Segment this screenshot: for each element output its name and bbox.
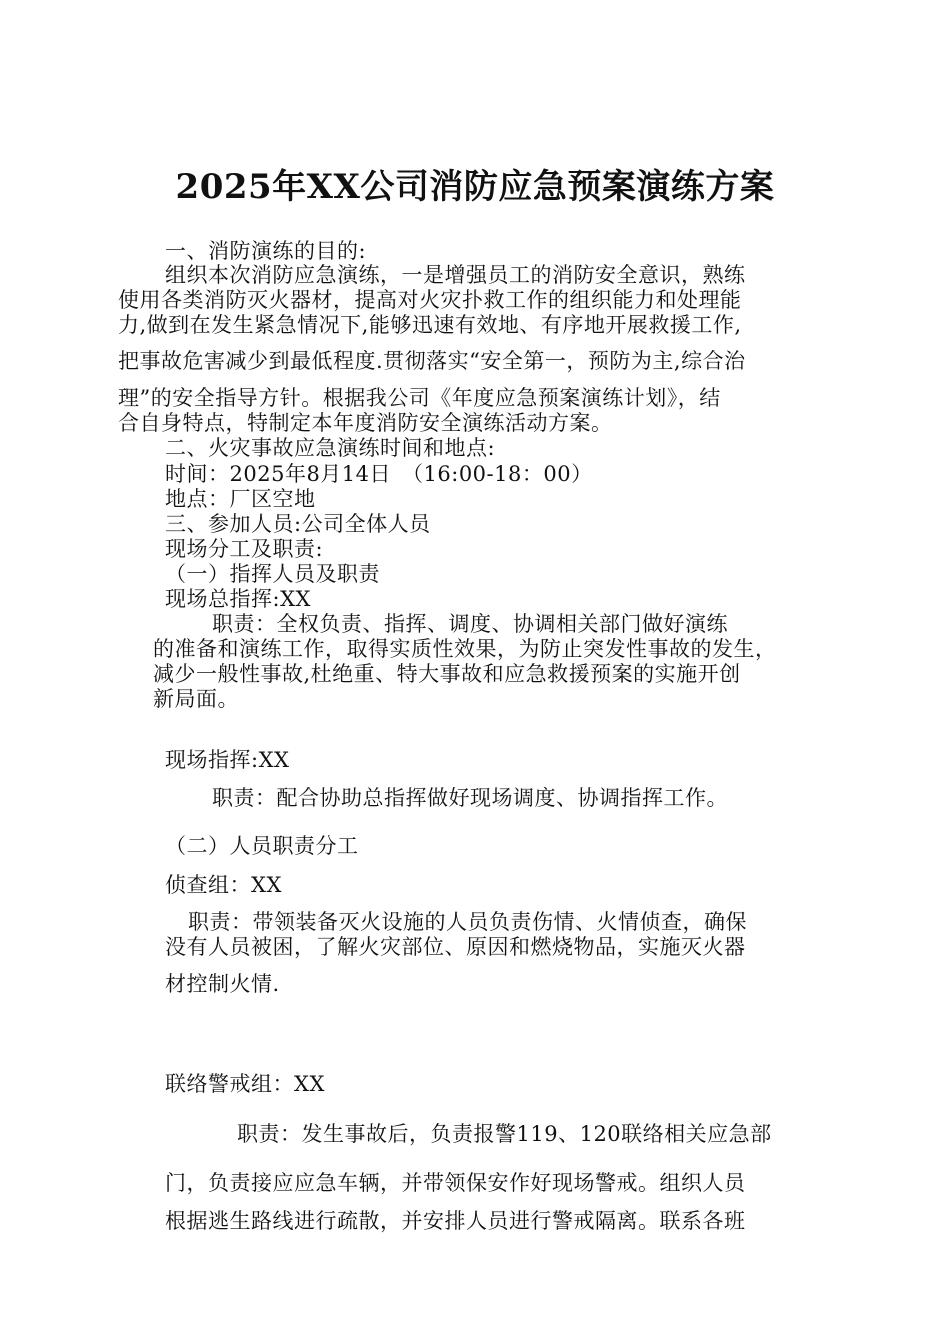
recon-group: 侦查组：XX — [165, 873, 282, 897]
purpose-line-4: 把事故危害减少到最低程度.贯彻落实“安全第一，预防为主,综合治 — [118, 349, 746, 373]
purpose-line-2: 使用各类消防灭火器材，提高对火灾扑救工作的组织能力和处理能 — [118, 288, 742, 312]
site-commander: 现场指挥:XX — [165, 748, 290, 772]
chief-commander: 现场总指挥:XX — [165, 587, 311, 611]
chief-duty-line-2: 的准备和演练工作，取得实质性效果，为防止突发性事故的发生， — [153, 637, 777, 661]
chief-duty-line-1: 职责：全权负责、指挥、调度、协调相关部门做好演练 — [212, 612, 728, 636]
purpose-line-5: 理”的安全指导方针。根据我公司《年度应急预案演练计划》，结 — [118, 386, 721, 410]
purpose-heading: 一、消防演练的目的: — [165, 239, 367, 263]
time-place-heading: 二、火灾事故应急演练时间和地点: — [165, 436, 496, 460]
purpose-line-1: 组织本次消防应急演练，一是增强员工的消防安全意识，熟练 — [165, 263, 746, 287]
drill-time: 时间：2025年8月14日 （16:00-18：00） — [165, 462, 593, 486]
liaison-duty-line-3: 根据逃生路线进行疏散，并安排人员进行警戒隔离。联系各班 — [165, 1209, 746, 1233]
purpose-line-6: 合自身特点，特制定本年度消防安全演练活动方案。 — [118, 411, 613, 435]
recon-duty-line-2: 没有人员被困，了解火灾部位、原因和燃烧物品，实施灭火器 — [165, 935, 746, 959]
division-heading: 现场分工及职责: — [165, 537, 324, 561]
purpose-line-3: 力,做到在发生紧急情况下,能够迅速有效地、有序地开展救援工作, — [118, 313, 742, 337]
document-title: 2025年XX公司消防应急预案演练方案 — [175, 167, 775, 207]
site-duty: 职责：配合协助总指挥做好现场调度、协调指挥工作。 — [212, 786, 728, 810]
liaison-duty-line-1: 职责：发生事故后，负责报警119、120联络相关应急部 — [237, 1122, 772, 1146]
participants-heading: 三、参加人员:公司全体人员 — [165, 512, 431, 536]
liaison-duty-line-2: 门，负责接应应急车辆，并带领保安作好现场警戒。组织人员 — [165, 1171, 746, 1195]
drill-place: 地点：厂区空地 — [165, 487, 316, 511]
recon-duty-line-3: 材控制火情. — [165, 972, 280, 996]
liaison-group: 联络警戒组：XX — [165, 1072, 325, 1096]
command-heading: （一）指挥人员及职责 — [165, 562, 380, 586]
chief-duty-line-4: 新局面。 — [153, 687, 239, 711]
chief-duty-line-3: 减少一般性事故,杜绝重、特大事故和应急救援预案的实施开创 — [153, 662, 741, 686]
staff-heading: （二）人员职责分工 — [165, 834, 359, 858]
recon-duty-line-1: 职责：带领装备灭火设施的人员负责伤情、火情侦查，确保 — [188, 910, 747, 934]
